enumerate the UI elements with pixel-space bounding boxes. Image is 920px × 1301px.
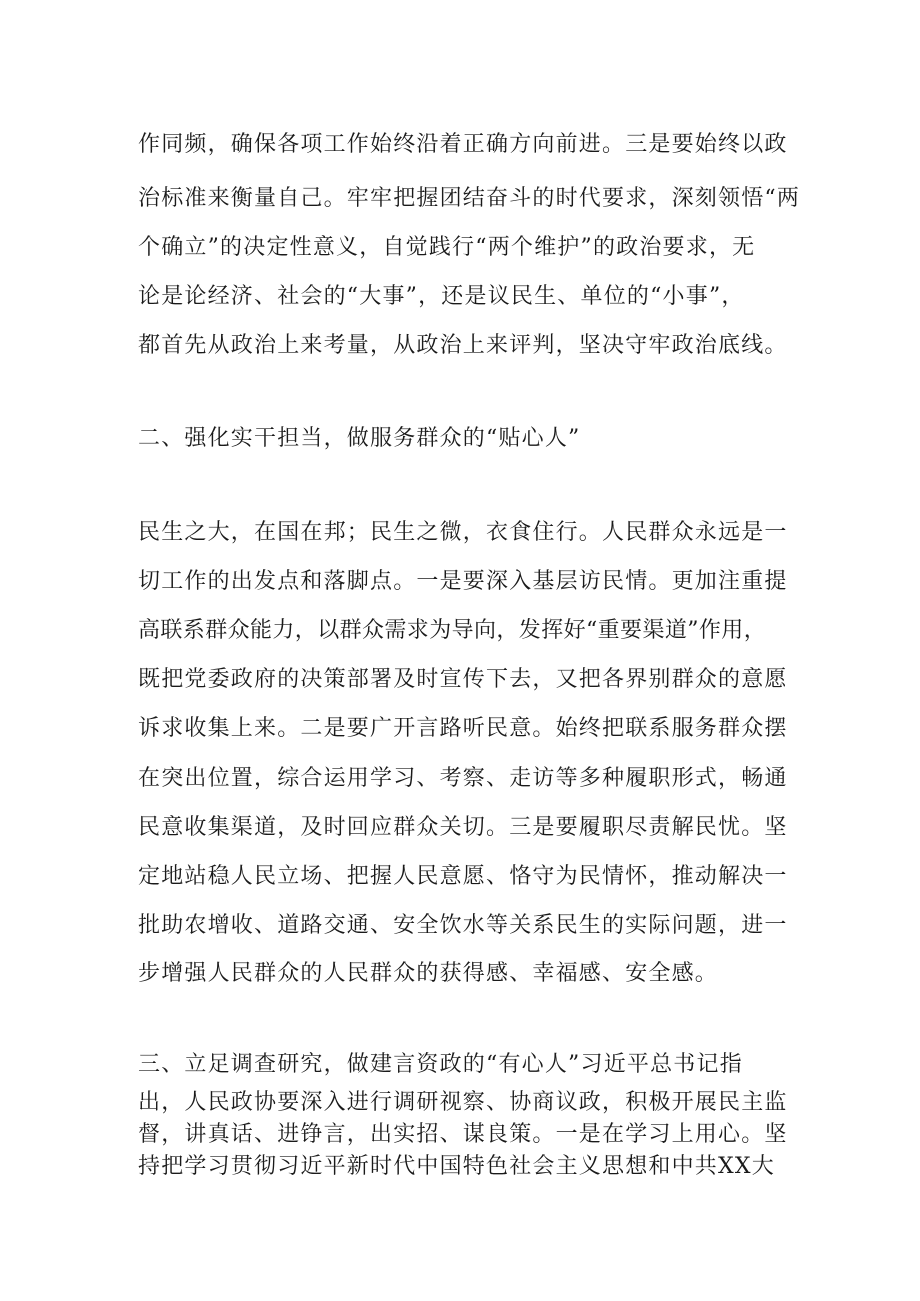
paragraph-2-line-6: 在突出位置，综合运用学习、考察、走访等多种履职形式，畅通 — [138, 766, 788, 791]
paragraph-2-line-8: 定地站稳人民立场、把握人民意愿、恪守为民情怀，推动解决一 — [138, 864, 788, 889]
paragraph-1-line-1: 作同频，确保各项工作始终沿着正确方向前进。三是要始终以政 — [138, 132, 788, 157]
paragraph-3-line-1: 三、立足调查研究，做建言资政的“有心人”习近平总书记指 — [138, 1052, 743, 1077]
paragraph-2-line-1: 民生之大，在国在邦；民生之微，衣食住行。人民群众永远是一 — [138, 520, 788, 545]
paragraph-3-line-2: 出，人民政协要深入进行调研视察、协商议政，积极开展民主监 — [138, 1090, 788, 1115]
paragraph-2-line-3: 高联系群众能力，以群众需求为导向，发挥好“重要渠道”作用， — [138, 618, 767, 643]
paragraph-1-line-4: 论是论经济、社会的“大事”，还是议民生、单位的“小事”， — [138, 284, 745, 309]
paragraph-1-line-5: 都首先从政治上来考量，从政治上来评判，坚决守牢政治底线。 — [138, 333, 788, 358]
paragraph-2-line-4: 既把党委政府的决策部署及时宣传下去，又把各界别群众的意愿 — [138, 667, 788, 692]
section-heading-2: 二、强化实干担当，做服务群众的“贴心人” — [138, 426, 581, 451]
paragraph-3-line-4: 持把学习贯彻习近平新时代中国特色社会主义思想和中共XX大 — [138, 1154, 775, 1179]
paragraph-3-line-3: 督，讲真话、进铮言，出实招、谋良策。一是在学习上用心。坚 — [138, 1122, 788, 1147]
paragraph-2-line-10: 步增强人民群众的人民群众的获得感、幸福感、安全感。 — [138, 961, 719, 986]
paragraph-2-line-9: 批助农增收、道路交通、安全饮水等关系民生的实际问题，进一 — [138, 913, 788, 938]
paragraph-2-line-2: 切工作的出发点和落脚点。一是要深入基层访民情。更加注重提 — [138, 569, 788, 594]
paragraph-1-line-3: 个确立”的决定性意义，自觉践行“两个维护”的政治要求，无 — [138, 235, 756, 260]
paragraph-1-line-2: 治标准来衡量自己。牢牢把握团结奋斗的时代要求，深刻领悟“两 — [138, 186, 801, 211]
paragraph-2-line-7: 民意收集渠道，及时回应群众关切。三是要履职尽责解民忧。坚 — [138, 815, 788, 840]
paragraph-2-line-5: 诉求收集上来。二是要广开言路听民意。始终把联系服务群众摆 — [138, 716, 788, 741]
